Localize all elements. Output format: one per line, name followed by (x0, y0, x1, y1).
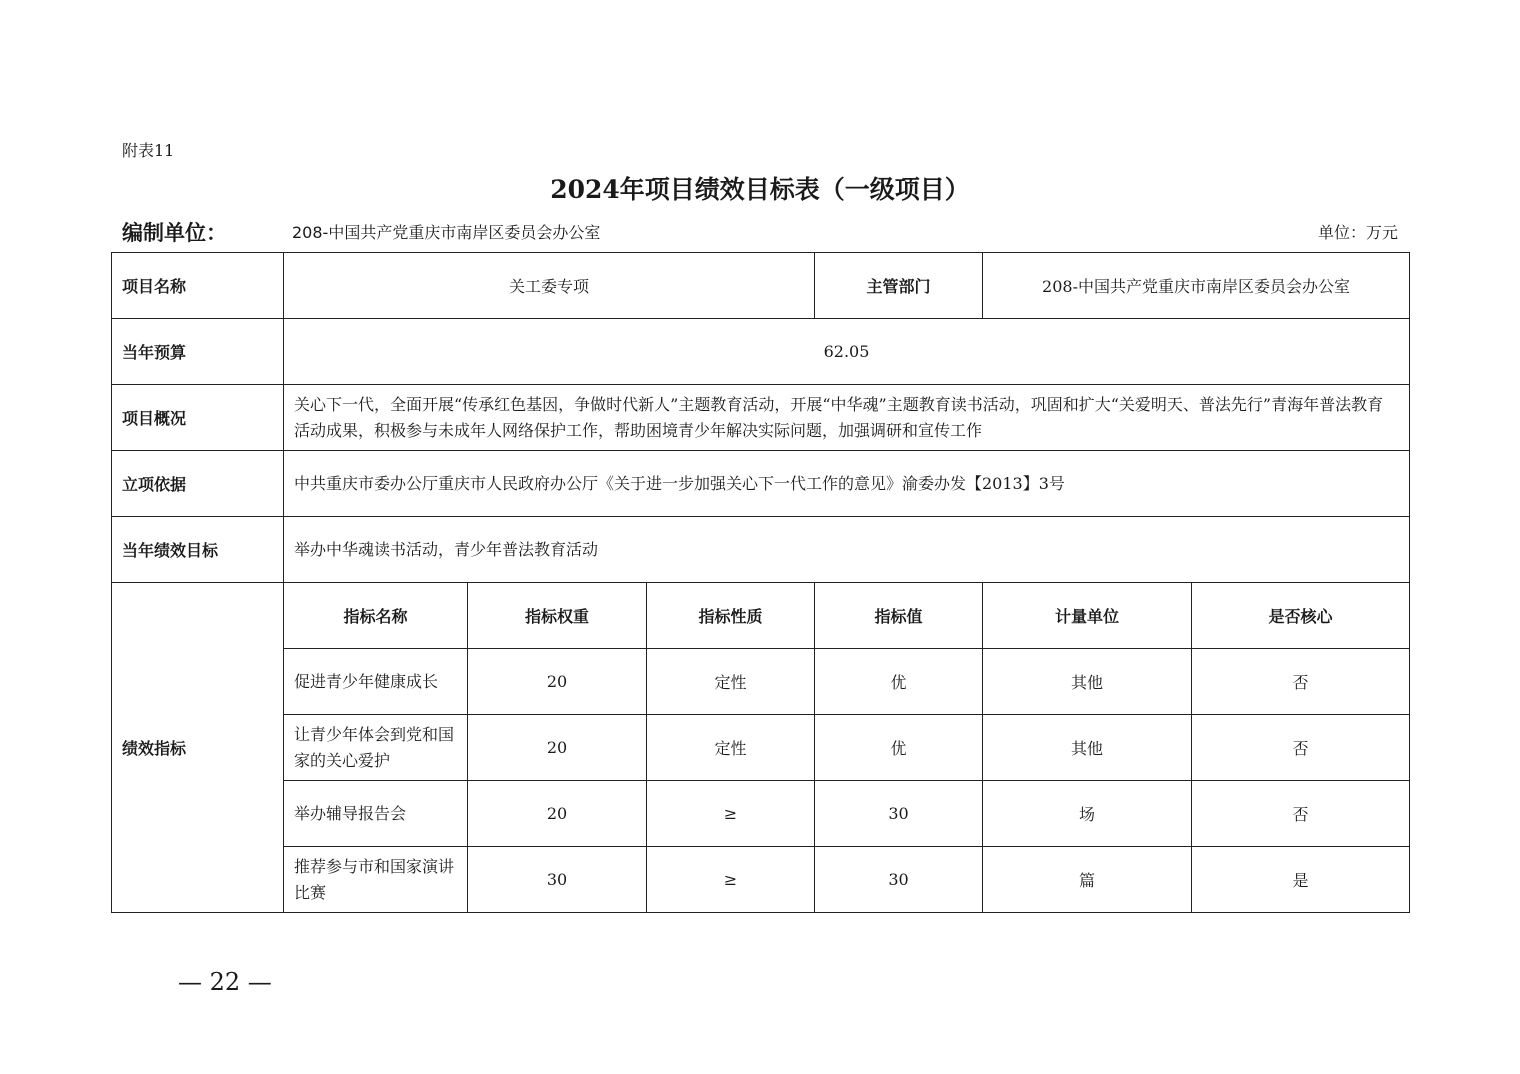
table-row-project-name (112, 253, 1410, 319)
unit-label: 单位：万元 (1317, 223, 1398, 242)
page-title: 2024年项目绩效目标表（一级项目） (550, 175, 970, 204)
indicator-value: 30 (815, 781, 983, 847)
indicator-unit: 场 (983, 781, 1192, 847)
goal-value: 举办中华魂读书活动，青少年普法教育活动 (284, 517, 1410, 583)
table-row (112, 781, 1410, 847)
indicator-value: 优 (815, 715, 983, 781)
project-name-label: 项目名称 (112, 253, 284, 319)
indicator-unit: 其他 (983, 649, 1192, 715)
table-row-goal (112, 517, 1410, 583)
header-measure-unit: 计量单位 (983, 583, 1192, 649)
table-row-budget (112, 319, 1410, 385)
indicator-unit: 其他 (983, 715, 1192, 781)
indicator-core: 否 (1192, 715, 1410, 781)
indicator-weight: 20 (468, 649, 647, 715)
table-row-basis (112, 451, 1410, 517)
indicator-value: 优 (815, 649, 983, 715)
indicator-weight: 20 (468, 715, 647, 781)
indicator-name: 举办辅导报告会 (284, 781, 468, 847)
header-indicator-nature: 指标性质 (647, 583, 815, 649)
indicator-header-row (112, 583, 1410, 649)
header-indicator-name: 指标名称 (284, 583, 468, 649)
indicator-nature: ≥ (647, 781, 815, 847)
indicator-weight: 20 (468, 781, 647, 847)
org-value: 208-中国共产党重庆市南岸区委员会办公室 (292, 223, 601, 242)
indicator-core: 是 (1192, 847, 1410, 913)
basis-value: 中共重庆市委办公厅重庆市人民政府办公厅《关于进一步加强关心下一代工作的意见》渝委办发【2013】3号 (284, 451, 1410, 517)
goal-label: 当年绩效目标 (112, 517, 284, 583)
indicator-nature: 定性 (647, 715, 815, 781)
basis-label: 立项依据 (112, 451, 284, 517)
indicator-nature: ≥ (647, 847, 815, 913)
indicator-value: 30 (815, 847, 983, 913)
indicator-unit: 篇 (983, 847, 1192, 913)
indicator-name: 促进青少年健康成长 (284, 649, 468, 715)
indicator-core: 否 (1192, 649, 1410, 715)
indicator-name: 推荐参与市和国家演讲比赛 (284, 847, 468, 913)
header-indicator-value: 指标值 (815, 583, 983, 649)
header-is-core: 是否核心 (1192, 583, 1410, 649)
budget-value: 62.05 (284, 319, 1410, 385)
table-row-overview (112, 385, 1410, 451)
dept-value: 208-中国共产党重庆市南岸区委员会办公室 (983, 253, 1410, 319)
table-row (112, 715, 1410, 781)
appendix-label: 附表11 (122, 141, 175, 160)
project-name-value: 关工委专项 (284, 253, 815, 319)
budget-label: 当年预算 (112, 319, 284, 385)
page-number: — 22 — (178, 968, 272, 996)
table-row (112, 649, 1410, 715)
indicator-nature: 定性 (647, 649, 815, 715)
header-indicator-weight: 指标权重 (468, 583, 647, 649)
org-label: 编制单位： (122, 220, 227, 245)
indicator-weight: 30 (468, 847, 647, 913)
indicator-core: 否 (1192, 781, 1410, 847)
overview-label: 项目概况 (112, 385, 284, 451)
overview-value: 关心下一代，全面开展“传承红色基因，争做时代新人”主题教育活动，开展“中华魂”主题教育读书活动，巩固和扩大“关爱明天、普法先行”青海年普法教育活动成果，积极参与未成年人网络保护工作，帮助困境青少年解决实际问题，加强调研和宣传工作 (284, 385, 1410, 451)
indicators-label: 绩效指标 (112, 583, 284, 913)
performance-table (111, 252, 1410, 913)
indicator-name: 让青少年体会到党和国家的关心爱护 (284, 715, 468, 781)
table-row (112, 847, 1410, 913)
dept-label: 主管部门 (815, 253, 983, 319)
